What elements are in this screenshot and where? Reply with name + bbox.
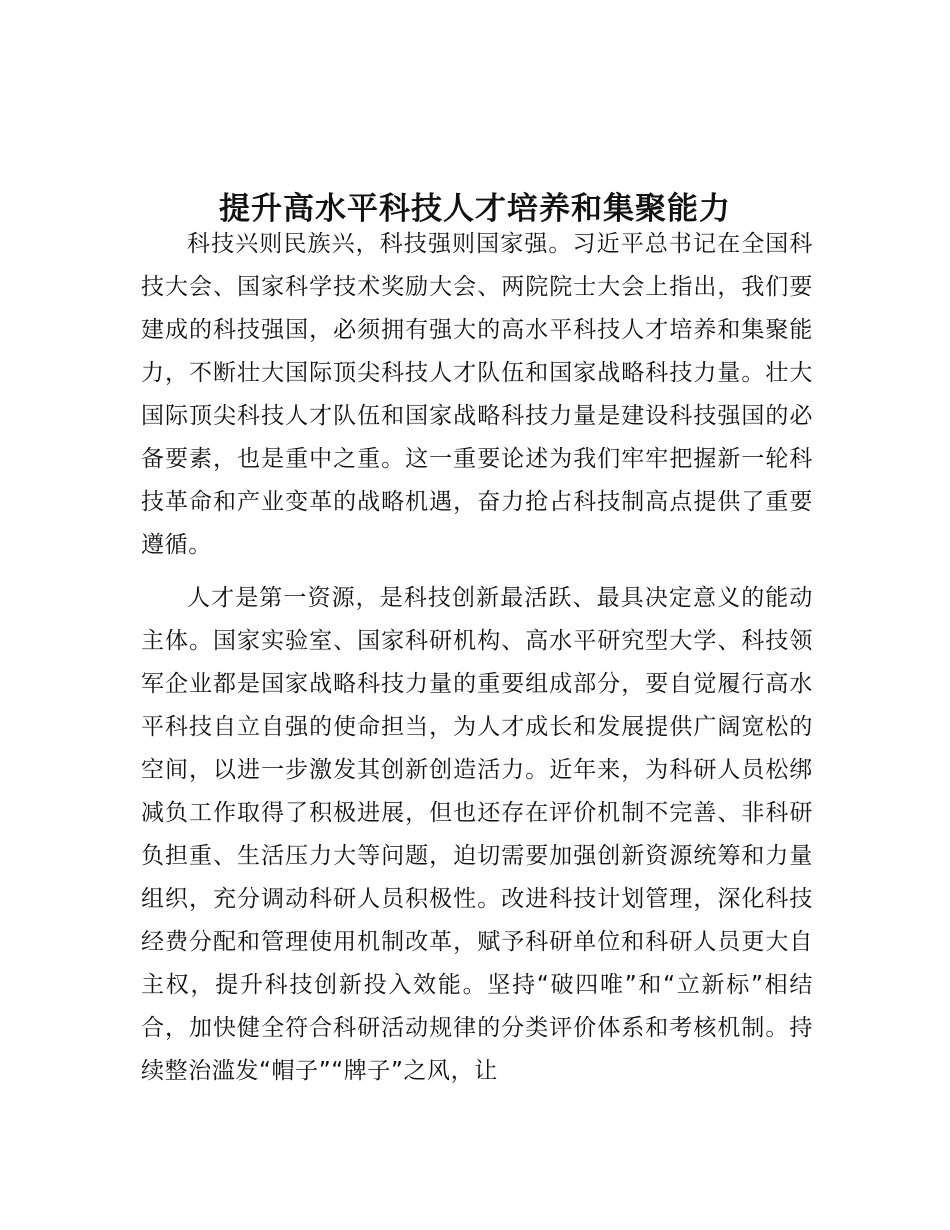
document-title: 提升高水平科技人才培养和集聚能力 (219, 190, 731, 227)
paragraph-1: 科技兴则民族兴，科技强则国家强。习近平总书记在全国科技大会、国家科学技术奖励大会、两院院士大会上指出，我们要建成的科技强国，必须拥有强大的高水平科技人才培养和集聚能力，不断壮大国际顶尖科技人才队伍和国家战略科技力量。壮大国际顶尖科技人才队伍和国家战略科技力量是建设科技强国的必备要素，也是重中之重。这一重要论述为我们牢牢把握新一轮科技革命和产业变革的战略机遇，奋力抢占科技制高点提供了重要遵循。 (141, 231, 813, 558)
paragraph-2: 人才是第一资源，是科技创新最活跃、最具决定意义的能动主体。国家实验室、国家科研机构、高水平研究型大学、科技领军企业都是国家战略科技力量的重要组成部分，要自觉履行高水平科技自立自强的使命担当，为人才成长和发展提供广阔宽松的空间，以进一步激发其创新创造活力。近年来，为科研人员松绑减负工作取得了积极进展，但也还存在评价机制不完善、非科研负担重、生活压力大等问题，迫切需要加强创新资源统筹和力量组织，充分调动科研人员积极性。改进科技计划管理，深化科技经费分配和管理使用机制改革，赋予科研单位和科研人员更大自主权，提升科技创新投入效能。坚持“破四唯”和“立新标”相结合，加快健全符合科研活动规律的分类评价体系和考核机制。持续整治滥发“帽子”“牌子”之风，让 (141, 585, 813, 1084)
document-body (141, 223, 813, 1093)
